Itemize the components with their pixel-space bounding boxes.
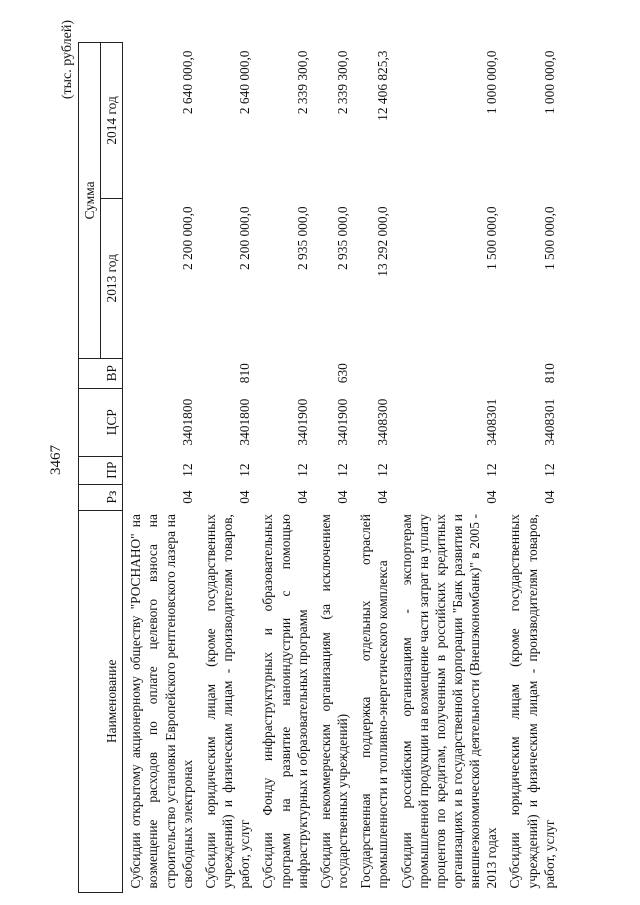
row-pr: 12	[335, 463, 351, 477]
row-csr: 3401800	[179, 398, 195, 446]
row-rz: 04	[294, 490, 310, 504]
header-name: Наименование	[79, 510, 123, 892]
row-2013: 1 500 000,0	[541, 206, 557, 270]
row-2014: 2 339 300,0	[335, 50, 351, 115]
row-2013: 2 200 000,0	[179, 206, 195, 270]
row-pr: 12	[375, 463, 391, 477]
header-sum: Сумма	[79, 43, 101, 359]
table-row	[255, 43, 312, 893]
header-vr: ВР	[79, 358, 123, 388]
table-row	[123, 43, 198, 893]
table-row	[394, 43, 503, 893]
row-pr: 12	[179, 463, 195, 477]
header-2014: 2014 год	[101, 43, 123, 199]
row-2014: 1 000 000,0	[541, 50, 557, 115]
row-pr: 12	[484, 463, 500, 477]
row-pr: 12	[237, 463, 253, 477]
row-pr: 12	[541, 463, 557, 477]
row-2014: 2 640 000,0	[237, 50, 253, 115]
row-csr: 3408301	[541, 398, 557, 446]
table-row	[313, 43, 353, 893]
row-vr	[123, 358, 198, 388]
budget-table	[78, 42, 560, 893]
row-csr: 3401900	[294, 398, 310, 446]
row-2013: 1 500 000,0	[484, 206, 500, 270]
row-2013: 2 935 000,0	[335, 206, 351, 270]
units-label: (тыс. рублей)	[60, 20, 75, 100]
row-2014: 1 000 000,0	[484, 50, 500, 115]
row-name: Субсидии открытому акционерному обществу "РОСНАНО" на возмещение расходов по оплате целевого взноса на строительство установки Европейского рентгеновского лазера на свободных электронах	[128, 514, 195, 889]
row-vr: 810	[541, 363, 557, 384]
row-rz: 04	[484, 490, 500, 504]
row-name: Субсидии некоммерческим организациям (за исключением государственных учреждений)	[317, 514, 351, 889]
row-csr: 3408301	[484, 398, 500, 446]
row-rz: 04	[237, 490, 253, 504]
row-vr: 810	[237, 363, 253, 384]
row-csr: 3408300	[375, 398, 391, 446]
row-2014: 12 406 825,3	[375, 50, 391, 121]
header-pr: ПР	[79, 456, 123, 484]
row-name: Государственная поддержка отдельных отраслей промышленности и топливно-энергетического комплекса	[358, 514, 391, 889]
row-rz: 04	[179, 490, 195, 504]
row-2013: 2 200 000,0	[237, 206, 253, 270]
header-2013: 2013 год	[101, 198, 123, 358]
row-2013: 2 935 000,0	[294, 206, 310, 270]
row-name: Субсидии юридическим лицам (кроме государственных учреждений) и физическим лицам - производителям товаров, работ, услуг	[507, 514, 557, 889]
row-rz: 04	[541, 490, 557, 504]
row-csr: 3401800	[237, 398, 253, 446]
row-rz: 04	[335, 490, 351, 504]
row-vr	[353, 358, 393, 388]
row-vr	[255, 358, 312, 388]
row-name: Субсидии Фонду инфраструктурных и образовательных программ на развитие наноиндустрии с помощью инфраструктурных и образовательных программ	[260, 514, 310, 889]
page-number: 3467	[48, 445, 64, 475]
row-rz: 04	[375, 490, 391, 504]
table-row	[198, 43, 255, 893]
header-row	[79, 43, 101, 893]
table-row	[353, 43, 393, 893]
header-csr: ЦСР	[79, 388, 123, 456]
table-row	[502, 43, 559, 893]
row-name: Субсидии юридическим лицам (кроме государственных учреждений) и физическим лицам - производителям товаров, работ, услуг	[202, 514, 253, 889]
row-2013: 13 292 000,0	[375, 206, 391, 277]
row-2014: 2 640 000,0	[179, 50, 195, 115]
header-rz: Рз	[79, 484, 123, 510]
row-pr: 12	[294, 463, 310, 477]
row-csr: 3401900	[335, 398, 351, 446]
row-vr: 630	[335, 363, 351, 384]
row-vr	[394, 358, 503, 388]
row-2014: 2 339 300,0	[294, 50, 310, 115]
row-name: Субсидии российским организациям - экспортерам промышленной продукции на возмещение части затрат на уплату процентов по кредитам, полученным в российских кредитных организациях и в государственной корпорации "Банк развития и внешнеэкономической деятельности (Внешэкономбанк)" в 2005 - 2013 годах	[398, 514, 500, 889]
